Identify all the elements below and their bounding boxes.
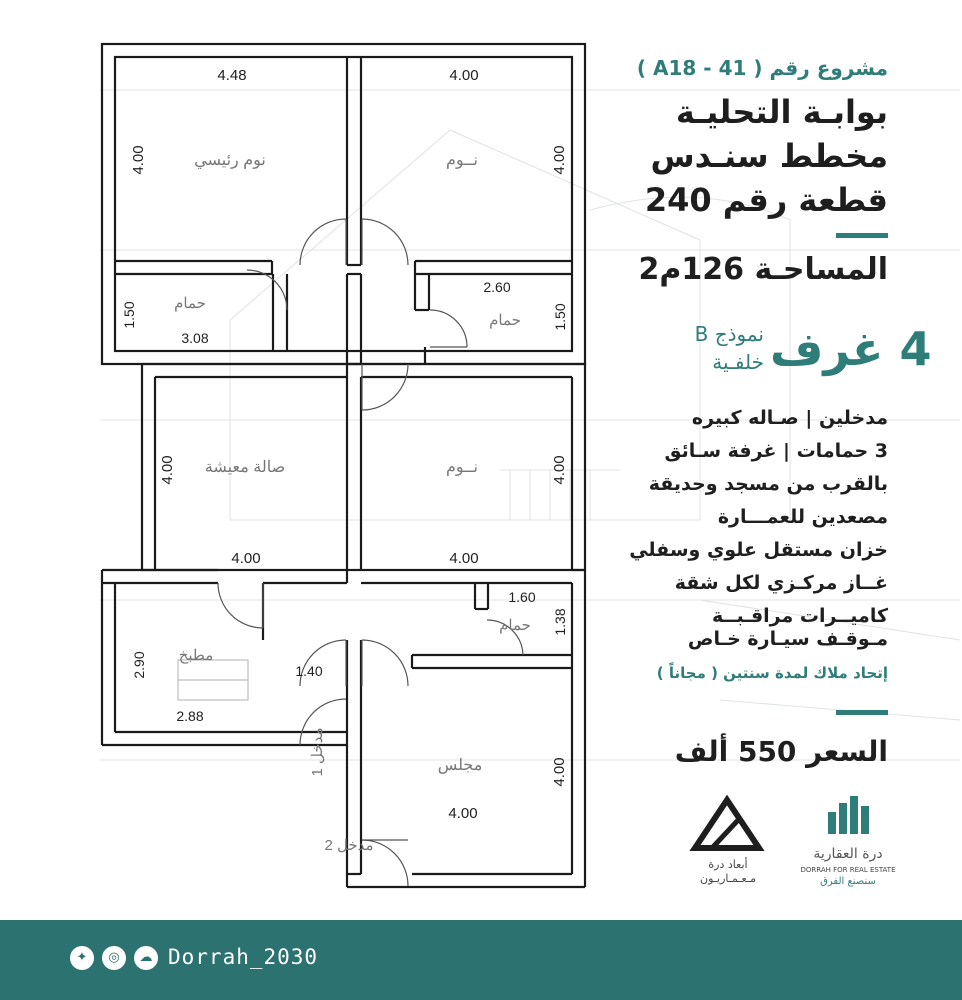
feature-item: 3 حمامات | غرفة سـائق — [664, 440, 888, 462]
divider — [836, 710, 888, 715]
kitchen-counter — [178, 660, 248, 700]
abaad-name: أبعاد درة — [708, 858, 748, 871]
room-height-bath3: 1.38 — [552, 608, 568, 636]
snapchat-icon[interactable]: ☁ — [134, 946, 158, 970]
title-line-3: قطعة رقم 240 — [644, 181, 888, 219]
room-width-bed1: 4.00 — [449, 67, 479, 84]
room-height-bed1: 4.00 — [551, 145, 568, 175]
room-name-bath3: حمام — [499, 617, 531, 634]
room-name-bed2: نــوم — [446, 459, 478, 476]
entrance-2-label: مدخل 2 — [324, 837, 374, 854]
area-label: المساحـة 126م2 — [638, 252, 888, 287]
room-name-bath1: حمام — [174, 295, 206, 312]
feature-item: مصعدين للعمـــارة — [717, 506, 888, 528]
dorrah-slogan: سنصنع الفرق — [820, 876, 876, 887]
abaad-logo — [695, 800, 759, 848]
divider — [836, 233, 888, 238]
room-width-master: 4.48 — [217, 67, 247, 84]
room-name-bath2: حمام — [489, 312, 521, 329]
union-note: إتحاد ملاك لمدة سنتين ( مجاناً ) — [656, 664, 888, 682]
feature-item: غــاز مركـزي لكل شقة — [674, 572, 888, 594]
room-name-bed1: نــوم — [446, 152, 478, 169]
rooms-count: 4 غرف — [770, 322, 932, 376]
twitter-icon[interactable]: ✦ — [70, 946, 94, 970]
room-width-living: 4.00 — [231, 550, 261, 567]
room-width-bath1: 3.08 — [181, 330, 209, 346]
dorrah-en: DORRAH FOR REAL ESTATE — [800, 866, 896, 874]
corridor-width: 1.40 — [295, 663, 323, 679]
abaad-sub: مـعـمـاريـون — [700, 872, 756, 885]
room-height-majlis: 4.00 — [551, 757, 568, 787]
social-handle[interactable]: Dorrah_2030 — [168, 945, 319, 969]
room-height-bath2: 1.50 — [552, 303, 568, 331]
instagram-icon[interactable]: ◎ — [102, 946, 126, 970]
room-width-bath3: 1.60 — [508, 589, 536, 605]
feature-item: مدخلين | صـاله كبيره — [691, 407, 888, 429]
room-name-master: نوم رئيسي — [194, 152, 266, 169]
feature-item: بالقرب من مسجد وحديقة — [648, 473, 888, 495]
model-type: خلفـية — [712, 350, 764, 374]
room-width-majlis: 4.00 — [448, 805, 478, 822]
room-height-bath1: 1.50 — [121, 301, 137, 329]
title-line-1: بوابـة التحليـة — [675, 93, 888, 131]
model-label: نموذج B — [694, 322, 764, 346]
room-height-kitchen: 2.90 — [131, 651, 147, 679]
feature-item: خزان مستقل علوي وسفلي — [629, 539, 888, 561]
room-name-living: صالة معيشة — [204, 459, 286, 476]
room-width-kitchen: 2.88 — [176, 708, 204, 724]
feature-item: كاميــرات مراقـبــة — [711, 605, 888, 627]
room-name-majlis: مجلس — [437, 757, 483, 774]
room-height-living: 4.00 — [159, 455, 176, 485]
room-name-kitchen: مطبخ — [178, 647, 214, 664]
room-height-bed2: 4.00 — [551, 455, 568, 485]
feature-item: مـوقـف سيـارة خـاص — [687, 628, 888, 650]
room-height-master: 4.00 — [130, 145, 147, 175]
room-width-bath2: 2.60 — [483, 279, 511, 295]
price-label: السعر 550 ألف — [674, 735, 888, 768]
dorrah-logo — [828, 796, 869, 834]
room-width-bed2: 4.00 — [449, 550, 479, 567]
dorrah-name: درة العقارية — [813, 846, 883, 862]
title-line-2: مخطط سنـدس — [650, 137, 888, 175]
project-number: مشروع رقم ( A18 - 41 ) — [636, 56, 888, 80]
entrance-1-label: مدخل 1 — [309, 727, 326, 777]
